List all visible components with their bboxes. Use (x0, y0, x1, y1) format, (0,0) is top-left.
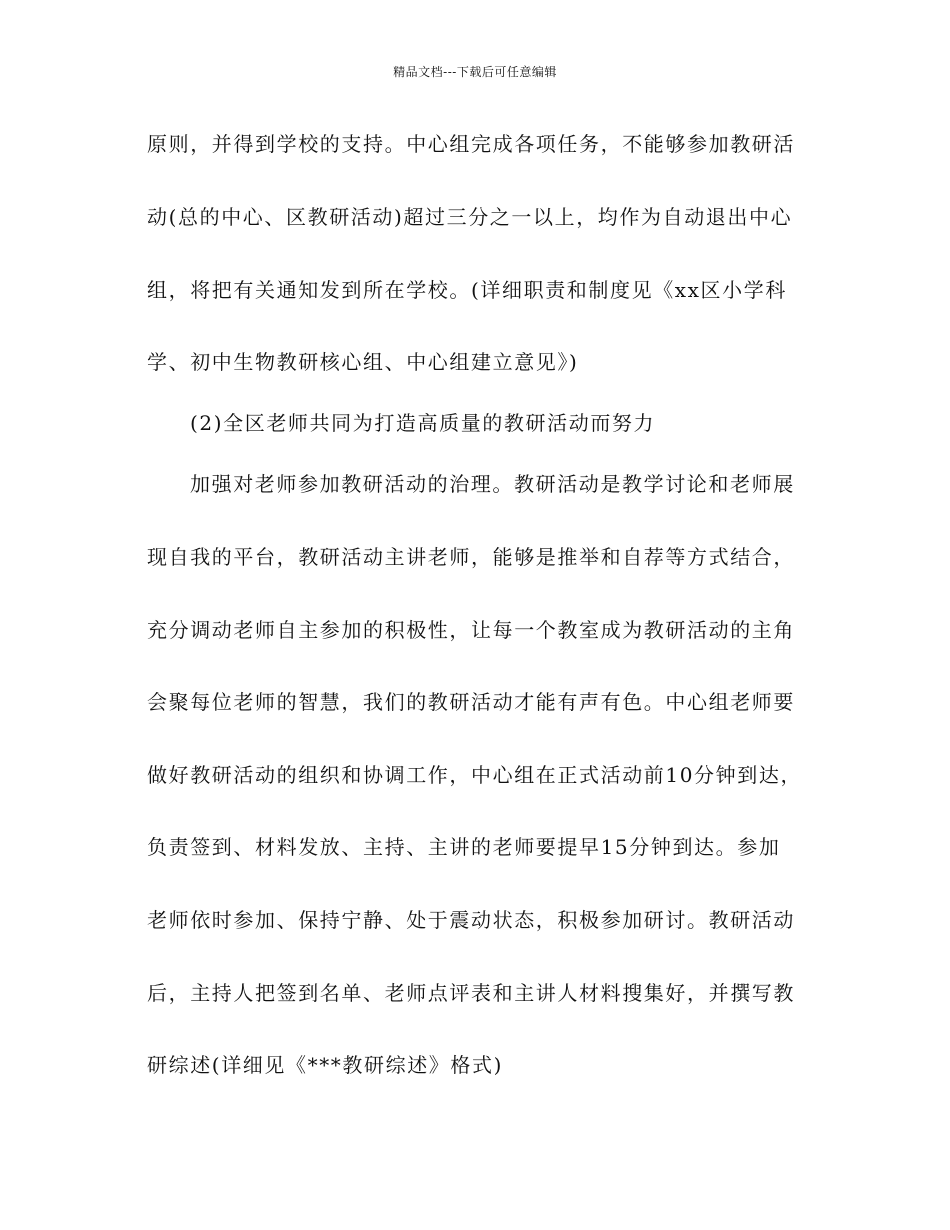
body-line: 学、初中生物教研核心组、中心组建立意见》) (147, 350, 579, 374)
body-line: 充分调动老师自主参加的积极性，让每一个教室成为教研活动的主角 (147, 618, 795, 642)
body-line: 加强对老师参加教研活动的治理。教研活动是教学讨论和老师展 (190, 472, 795, 496)
body-line: 负责签到、材料发放、主持、主讲的老师要提早15分钟到达。参加 (147, 835, 781, 859)
page-header: 精品文档---下载后可任意编辑 (393, 65, 557, 79)
body-line: 做好教研活动的组织和协调工作，中心组在正式活动前10分钟到达， (147, 763, 803, 787)
body-line: 现自我的平台，教研活动主讲老师，能够是推举和自荐等方式结合， (147, 545, 795, 569)
body-line: 动(总的中心、区教研活动)超过三分之一以上，均作为自动退出中心 (147, 205, 793, 229)
body-line: 研综述(详细见《***教研综述》格式) (147, 1053, 504, 1077)
section-heading: (2)全区老师共同为打造高质量的教研活动而努力 (190, 411, 656, 435)
body-line: 会聚每位老师的智慧，我们的教研活动才能有声有色。中心组老师要 (147, 690, 795, 714)
body-line: 后，主持人把签到名单、老师点评表和主讲人材料搜集好，并撰写教 (147, 981, 795, 1005)
body-line: 原则，并得到学校的支持。中心组完成各项任务，不能够参加教研活 (147, 132, 795, 156)
body-line: 组，将把有关通知发到所在学校。(详细职责和制度见《xx区小学科 (147, 278, 787, 302)
body-line: 老师依时参加、保持宁静、处于震动状态，积极参加研讨。教研活动 (147, 908, 795, 932)
